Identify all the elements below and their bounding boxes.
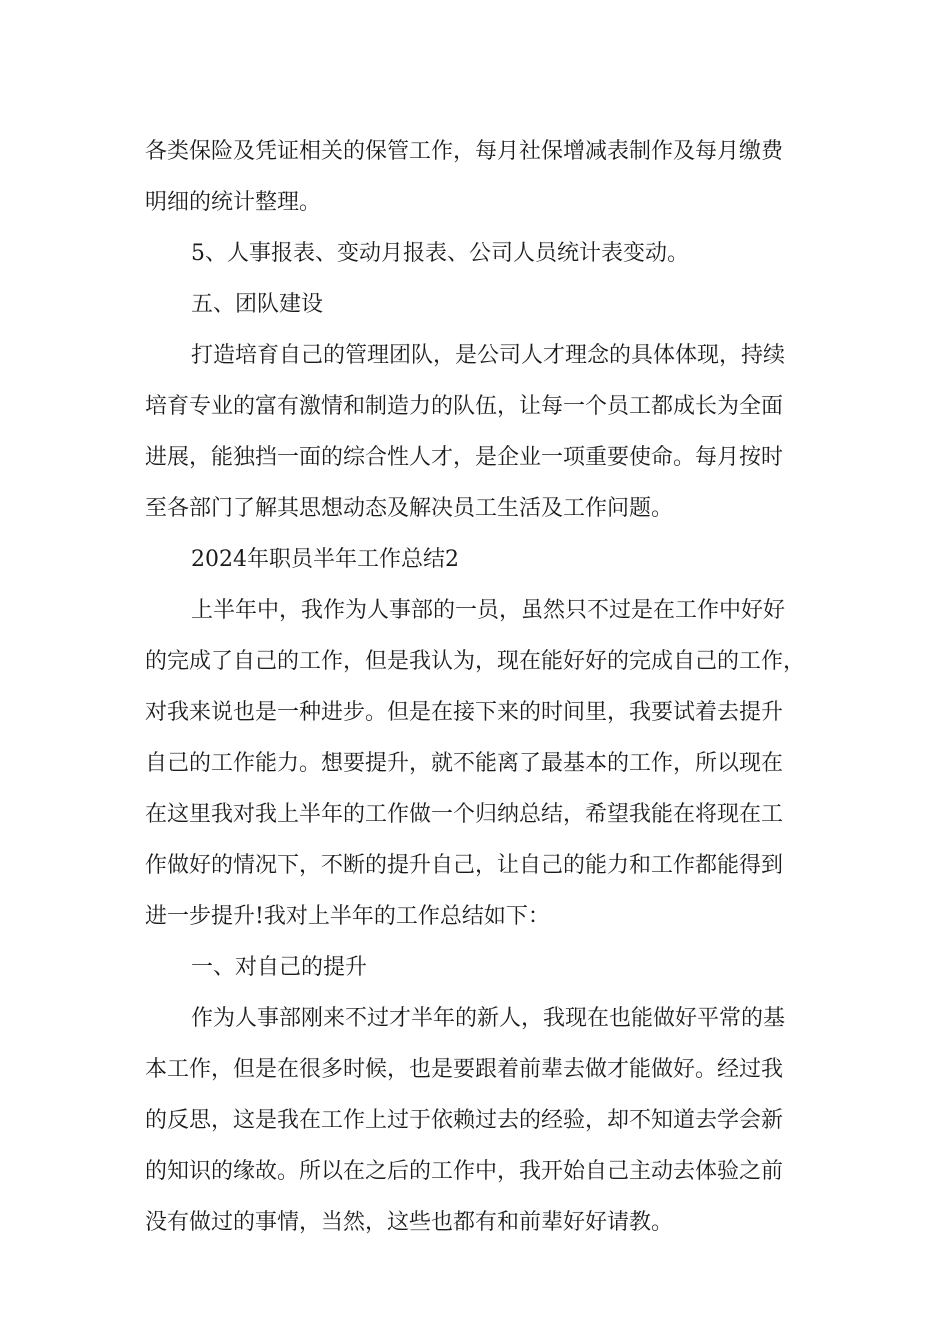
text-line: 培育专业的富有激情和制造力的队伍，让每一个员工都成长为全面	[145, 394, 784, 419]
text-line: 自己的工作能力。想要提升，就不能离了最基本的工作，所以现在	[145, 751, 784, 776]
text-line: 的反思，这是我在工作上过于依赖过去的经验，却不知道去学会新	[145, 1108, 784, 1133]
text-line: 打造培育自己的管理团队，是公司人才理念的具体体现，持续	[191, 343, 786, 368]
text-line: 没有做过的事情，当然，这些也都有和前辈好好请教。	[145, 1210, 674, 1235]
text-line: 作为人事部刚来不过才半年的新人，我现在也能做好平常的基	[191, 1006, 786, 1031]
text-line: 本工作，但是在很多时候，也是要跟着前辈去做才能做好。经过我	[145, 1057, 784, 1082]
text-line: 明细的统计整理。	[145, 190, 322, 215]
section-heading-team	[145, 279, 825, 330]
paragraph-self-improvement	[145, 993, 825, 1248]
section-heading-self-improvement	[145, 942, 825, 993]
text-line: 作做好的情况下，不断的提升自己，让自己的能力和工作都能得到	[145, 853, 784, 878]
text-line: 五、团队建设	[191, 292, 324, 317]
document-title-2	[145, 534, 825, 585]
text-line: 进一步提升!我对上半年的工作总结如下：	[145, 904, 550, 929]
paragraph-summary	[145, 585, 825, 942]
text-line: 的知识的缘故。所以在之后的工作中，我开始自己主动去体验之前	[145, 1159, 784, 1184]
paragraph-insurance	[145, 126, 825, 228]
paragraph-team	[145, 330, 825, 534]
text-line: 在这里我对我上半年的工作做一个归纳总结，希望我能在将现在工	[145, 802, 784, 827]
text-line: 上半年中，我作为人事部的一员，虽然只不过是在工作中好好	[191, 598, 786, 623]
text-line: 进展，能独挡一面的综合性人才，是企业一项重要使命。每月按时	[145, 445, 784, 470]
document-body	[145, 126, 825, 1248]
text-line: 各类保险及凭证相关的保管工作，每月社保增减表制作及每月缴费	[145, 139, 784, 164]
text-line: 至各部门了解其思想动态及解决员工生活及工作问题。	[145, 496, 674, 521]
text-line: 2024年职员半年工作总结2	[191, 547, 459, 572]
text-line: 一、对自己的提升	[191, 955, 368, 980]
text-line: 5、人事报表、变动月报表、公司人员统计表变动。	[191, 241, 689, 266]
list-item-5	[145, 228, 825, 279]
text-line: 对我来说也是一种进步。但是在接下来的时间里，我要试着去提升	[145, 700, 784, 725]
text-line: 的完成了自己的工作，但是我认为，现在能好好的完成自己的工作，	[145, 649, 806, 674]
